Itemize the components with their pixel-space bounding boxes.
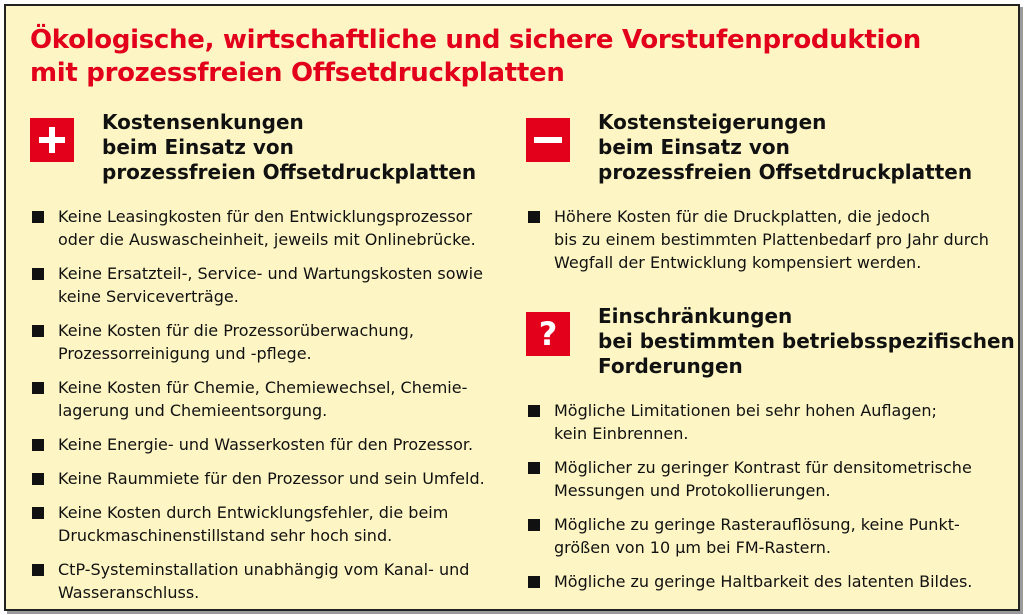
plus-icon [30, 118, 74, 162]
list-item-text: Keine Kosten durch Entwicklungsfehler, die beim [58, 503, 449, 522]
limitations-heading [598, 304, 1015, 379]
square-bullet-icon [528, 405, 540, 417]
list-item-text: oder die Auswascheinheit, jeweils mit Onlinebrücke. [58, 230, 476, 249]
list-item-text: Keine Energie- und Wasserkosten für den Prozessor. [58, 435, 474, 454]
limitations-list [526, 399, 1006, 593]
list-item [30, 376, 500, 422]
square-bullet-icon [32, 473, 44, 485]
square-bullet-icon [32, 325, 44, 337]
list-item-text: lagerung und Chemieentsorgung. [58, 401, 328, 420]
list-item-text: keine Serviceverträge. [58, 287, 239, 306]
square-bullet-icon [528, 519, 540, 531]
cost-increase-section [526, 110, 1006, 274]
title-line-2: mit prozessfreien Offsetdruckplatten [30, 58, 565, 88]
heading-line: Kostensenkungen [102, 110, 304, 134]
cost-reduction-section [30, 110, 500, 615]
square-bullet-icon [32, 382, 44, 394]
list-item-text: Mögliche Limitationen bei sehr hohen Auflagen; [554, 401, 937, 420]
list-item-text: Wegfall der Entwicklung kompensiert werden. [554, 253, 922, 272]
question-icon: ? [526, 312, 570, 356]
list-item-text: Mögliche zu geringe Rasterauflösung, keine Punkt- [554, 515, 960, 534]
square-bullet-icon [32, 268, 44, 280]
info-card [4, 4, 1020, 611]
list-item [30, 467, 500, 490]
heading-line: Kostensteigerungen [598, 110, 827, 134]
right-column [526, 110, 1015, 604]
list-item [30, 558, 500, 604]
square-bullet-icon [528, 576, 540, 588]
list-item [30, 319, 500, 365]
cost-increase-heading [598, 110, 972, 185]
list-item-text: Mögliche zu geringe Haltbarkeit des latenten Bildes. [554, 572, 973, 591]
heading-line: bei bestimmten betriebsspezifischen [598, 329, 1015, 353]
list-item-text: Höhere Kosten für die Druckplatten, die jedoch [554, 207, 931, 226]
list-item-text: Wasseranschluss. [58, 583, 200, 602]
list-item-text: Keine Ersatzteil-, Service- und Wartungskosten sowie [58, 264, 483, 283]
list-item-text: Prozessorreinigung und -pflege. [58, 344, 312, 363]
list-item [30, 262, 500, 308]
list-item-text: kein Einbrennen. [554, 424, 689, 443]
list-item [526, 456, 1006, 502]
square-bullet-icon [528, 462, 540, 474]
list-item-text: Keine Raummiete für den Prozessor und sein Umfeld. [58, 469, 485, 488]
square-bullet-icon [528, 211, 540, 223]
minus-icon [526, 118, 570, 162]
cost-reduction-list [30, 205, 500, 604]
list-item [30, 205, 500, 251]
limitations-section [526, 304, 1015, 593]
square-bullet-icon [32, 564, 44, 576]
list-item-text: Möglicher zu geringer Kontrast für densitometrische [554, 458, 972, 477]
list-item [526, 513, 1006, 559]
list-item [526, 399, 1006, 445]
list-item-text: Keine Kosten für die Prozessorüberwachung, [58, 321, 414, 340]
list-item [30, 501, 500, 547]
heading-line: prozessfreien Offsetdruckplatten [102, 160, 477, 184]
list-item [526, 205, 1006, 274]
list-item [30, 433, 500, 456]
list-item [526, 570, 1006, 593]
cost-increase-header [526, 110, 1006, 185]
list-item-text: Messungen und Protokollierungen. [554, 481, 831, 500]
list-item-text: Keine Leasingkosten für den Entwicklungsprozessor [58, 207, 473, 226]
square-bullet-icon [32, 211, 44, 223]
page-title [30, 24, 990, 90]
title-line-1: Ökologische, wirtschaftliche und sichere Vorstufenproduktion [30, 25, 921, 55]
list-item-text: bis zu einem bestimmten Plattenbedarf pro Jahr durch [554, 230, 989, 249]
heading-line: Einschränkungen [598, 304, 793, 328]
list-item-text: größen von 10 µm bei FM-Rastern. [554, 538, 831, 557]
heading-line: beim Einsatz von [102, 135, 294, 159]
limitations-header [526, 304, 1015, 379]
cost-increase-list [526, 205, 1006, 274]
cost-reduction-heading [102, 110, 476, 185]
heading-line: Forderungen [598, 354, 743, 378]
square-bullet-icon [32, 439, 44, 451]
list-item-text: CtP-Systeminstallation unabhängig vom Kanal- und [58, 560, 470, 579]
cost-reduction-header [30, 110, 500, 185]
square-bullet-icon [32, 507, 44, 519]
heading-line: beim Einsatz von [598, 135, 790, 159]
list-item-text: Keine Kosten für Chemie, Chemiewechsel, Chemie- [58, 378, 468, 397]
heading-line: prozessfreien Offsetdruckplatten [598, 160, 973, 184]
list-item-text: Druckmaschinenstillstand sehr hoch sind. [58, 526, 393, 545]
